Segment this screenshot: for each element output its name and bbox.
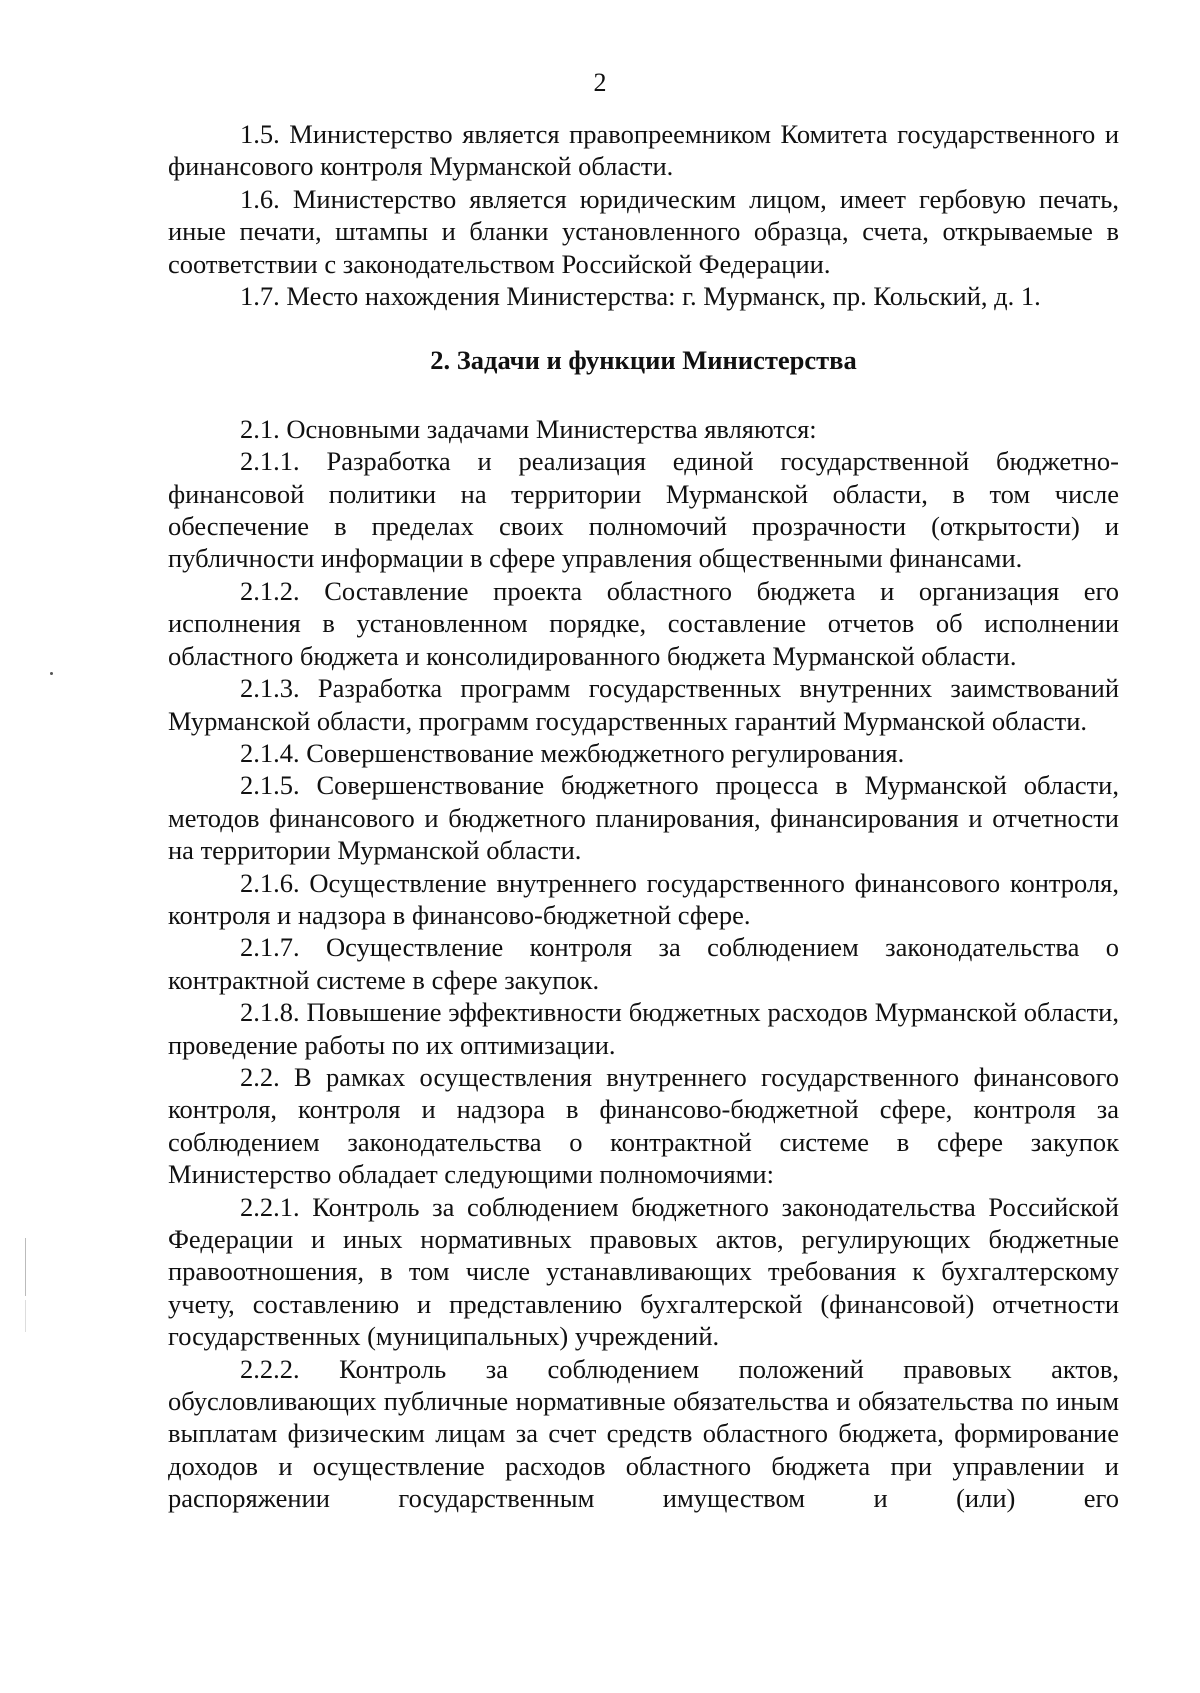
- section-2-heading: 2. Задачи и функции Министерства: [430, 345, 857, 376]
- paragraph-1-7: 1.7. Место нахождения Министерства: г. Мурманск, пр. Кольский, д. 1.: [240, 281, 1041, 312]
- paragraph-2-1: 2.1. Основными задачами Министерства являются:: [240, 413, 817, 444]
- paragraph-2-1-1: 2.1.1. Разработка и реализация единой государственной бюджетно-финансовой политики на территории Мурманской области, в том числе обеспечение в пределах своих полномочий прозрачности (открытости) и публичности информации в сфере управления общественными финансами.: [168, 446, 1119, 574]
- page-number: 2: [593, 68, 607, 97]
- scan-speck: [50, 672, 53, 675]
- paragraph-2-1-3: 2.1.3. Разработка программ государственных внутренних заимствований Мурманской области, программ государственных гарантий Мурманской области.: [168, 673, 1119, 736]
- paragraph-2-1-2: 2.1.2. Составление проекта областного бюджета и организация его исполнения в установленном порядке, составление отчетов об исполнении областного бюджета и консолидированного бюджета Мурманской области.: [168, 575, 1119, 671]
- paragraph-2-2-2: 2.2.2. Контроль за соблюдением положений правовых актов, обусловливающих публичные нормативные обязательства и обязательства по иным выплатам физическим лицам за счет средств областного бюджета, формирование доходов и осуществление расходов областного бюджета при управлении и распоряжении государственным имуществом и (или) его: [168, 1353, 1119, 1514]
- paragraph-2-1-4: 2.1.4. Совершенствование межбюджетного регулирования.: [240, 737, 905, 768]
- scan-edge-mark-lower: [25, 1300, 26, 1332]
- paragraph-2-1-8: 2.1.8. Повышение эффективности бюджетных расходов Мурманской области, проведение работы по их оптимизации.: [168, 997, 1119, 1060]
- paragraph-1-6: 1.6. Министерство является юридическим лицом, имеет гербовую печать, иные печати, штампы и бланки установленного образца, счета, открываемые в соответствии с законодательством Российской Федерации.: [168, 183, 1119, 279]
- paragraph-2-2-1: 2.2.1. Контроль за соблюдением бюджетного законодательства Российской Федерации и иных нормативных правовых актов, регулирующих бюджетные правоотношения, в том числе устанавливающих требования к бухгалтерскому учету, составлению и представлению бухгалтерской (финансовой) отчетности государственных (муниципальных) учреждений.: [168, 1191, 1119, 1352]
- section-1-text: [168, 118, 1119, 1515]
- paragraph-2-1-6: 2.1.6. Осуществление внутреннего государственного финансового контроля, контроля и надзора в финансово-бюджетной сфере.: [168, 867, 1119, 930]
- paragraph-2-2: 2.2. В рамках осуществления внутреннего государственного финансового контроля, контроля и надзора в финансово-бюджетной сфере, контроля за соблюдением законодательства о контрактной системе в сфере закупок Министерство обладает следующими полномочиями:: [168, 1061, 1119, 1190]
- paragraph-2-1-7: 2.1.7. Осуществление контроля за соблюдением законодательства о контрактной системе в сфере закупок.: [168, 932, 1119, 995]
- paragraph-1-5: 1.5. Министерство является правопреемником Комитета государственного и финансового контроля Мурманской области.: [168, 119, 1119, 182]
- paragraph-2-1-5: 2.1.5. Совершенствование бюджетного процесса в Мурманской области, методов финансового и бюджетного планирования, финансирования и отчетности на территории Мурманской области.: [168, 770, 1119, 866]
- scan-edge-mark: [25, 1238, 26, 1296]
